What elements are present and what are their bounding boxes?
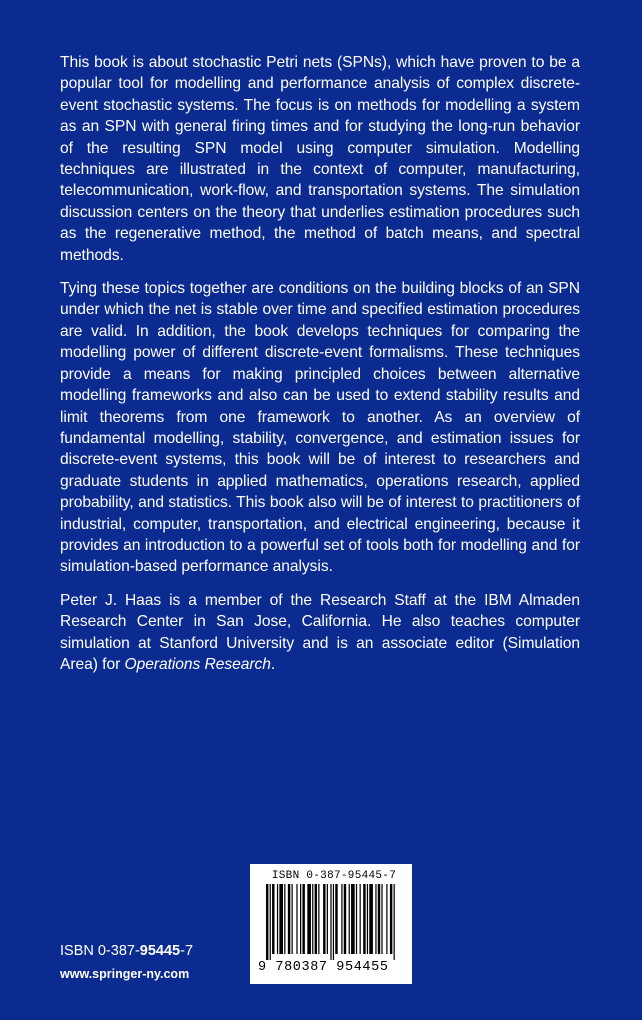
barcode-bar	[360, 884, 361, 954]
description-paragraph-1: This book is about stochastic Petri nets (SPNs), which have proven to be a popular tool for modelling and performance analysis of complex discrete-event stochastic systems. The focus is on methods for modelling a system as an SPN with general firing times and for studying the long-run behavior of the resulting SPN model using computer simulation. Modelling techniques are illustrated in the context of computer, manufacturing, telecommunication, work-flow, and transportation systems. The simulation discussion centers on the theory that underlies estimation procedures such as the regenerative method, the method of batch means, and spectral methods.	[60, 54, 580, 264]
barcode-bar	[327, 884, 328, 954]
author-bio-text: Peter J. Haas is a member of the Research Staff at the IBM Almaden Research Center in San Jose, California. He also teaches computer simulation at Stanford University and is an associate editor (Simulation Area) for	[60, 591, 580, 673]
barcode-bar	[386, 884, 387, 954]
barcode-bar	[378, 884, 380, 954]
barcode-bar	[375, 884, 376, 954]
barcode-isbn-label: ISBN 0-387-95445-7	[271, 870, 397, 882]
barcode-bar	[300, 884, 301, 954]
barcode-bar	[302, 884, 304, 954]
barcode-bar	[284, 884, 285, 954]
isbn-label	[60, 942, 193, 960]
author-bio-end: .	[270, 655, 276, 673]
barcode-bar	[296, 884, 297, 954]
isbn-suffix: -7	[180, 943, 194, 959]
barcode-bar	[381, 884, 382, 954]
barcode-bar	[333, 884, 334, 960]
isbn-bold: 95445	[139, 943, 181, 959]
publisher-url[interactable]: www.springer-ny.com	[60, 967, 190, 981]
barcode-bar	[356, 884, 357, 954]
barcode-bar	[323, 884, 325, 954]
barcode-bar	[390, 884, 392, 954]
barcode-bar	[351, 884, 355, 954]
barcode-bar	[318, 884, 319, 954]
barcode-bar	[367, 884, 368, 954]
barcode-bar	[335, 884, 337, 954]
barcode-bar	[341, 884, 342, 954]
barcode-bars	[266, 884, 396, 960]
barcode-bar	[272, 884, 274, 954]
barcode-bar	[330, 884, 331, 960]
barcode-bar	[292, 884, 293, 954]
isbn-prefix: ISBN 0-387-	[60, 943, 140, 959]
barcode-bar	[270, 884, 271, 960]
barcode	[250, 864, 412, 984]
barcode-bar	[315, 884, 317, 954]
barcode-bar	[279, 884, 283, 954]
description-paragraph-2: Tying these topics together are conditions on the building blocks of an SPN under which the net is stable over time and specified estimation procedures are valid. In addition, the book develops techniques for comparing the modelling power of different discrete-event formalisms. These techniques provide a means for making principled choices between alternative modelling frameworks and also can be used to extend stability results and limit theorems from one framework to another. As an overview of fundamental modelling, stability, convergence, and estimation issues for discrete-event systems, this book will be of interest to researchers and graduate students in applied mathematics, operations research, applied probability, and statistics. This book also will be of interest to practitioners of industrial, computer, transportation, and electrical engineering, because it provides an introduction to a powerful set of tools both for modelling and for simulation-based performance analysis.	[60, 280, 580, 576]
barcode-bar	[363, 884, 365, 954]
barcode-bar	[288, 884, 290, 954]
barcode-digits: 9 780387 954455	[258, 960, 389, 975]
barcode-bar	[277, 884, 278, 954]
cover-text	[60, 52, 580, 687]
barcode-bar	[394, 884, 395, 960]
barcode-bar	[344, 884, 346, 954]
barcode-bar	[312, 884, 313, 954]
barcode-bar	[349, 884, 350, 954]
barcode-bar	[307, 884, 311, 954]
barcode-bar	[369, 884, 373, 954]
author-bio	[60, 590, 580, 676]
journal-name: Operations Research	[124, 655, 271, 673]
barcode-bar	[266, 884, 268, 960]
